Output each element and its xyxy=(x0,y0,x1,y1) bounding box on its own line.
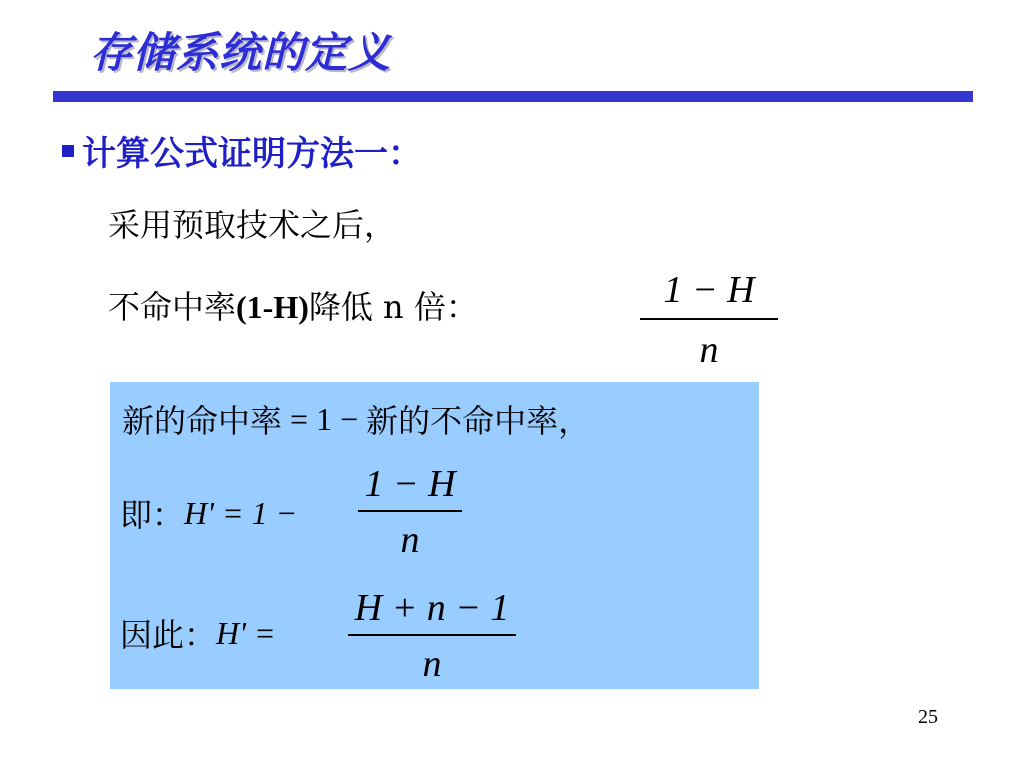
derivation-box xyxy=(110,382,759,689)
fraction-numerator: 1 − H xyxy=(364,463,456,505)
fraction-bar xyxy=(640,318,778,320)
bullet-heading xyxy=(62,126,422,175)
miss-rate-expression: (1-H) xyxy=(236,289,309,325)
miss-rate-reduction: 降低 n 倍： xyxy=(308,288,478,326)
fraction-denominator: n xyxy=(422,643,442,685)
new-hit-rate-label: 新的命中率 xyxy=(122,402,283,440)
fraction-bar xyxy=(358,510,462,512)
derivation-row-definition xyxy=(122,396,590,442)
body-line-prefetch: 采用预取技术之后， xyxy=(108,206,397,244)
title-underline xyxy=(53,91,973,102)
therefore-fraction xyxy=(348,586,516,686)
fraction-numerator: H + n − 1 xyxy=(354,587,510,629)
fraction-numerator: 1 − H xyxy=(663,269,755,311)
new-miss-rate-label: 新的不命中率， xyxy=(366,402,591,440)
miss-rate-label: 不命中率 xyxy=(108,288,237,326)
derivation-row-therefore xyxy=(120,610,284,656)
ie-fraction xyxy=(358,462,462,562)
square-bullet-icon xyxy=(62,145,74,157)
equation-operator: = 1 − xyxy=(282,400,367,437)
therefore-label: 因此： xyxy=(120,616,217,654)
page-number: 25 xyxy=(918,706,938,728)
ie-expression: H' = 1 − xyxy=(184,494,306,531)
slide-title: 存储系统的定义 xyxy=(90,28,392,77)
body-line-miss-rate xyxy=(108,282,478,328)
derivation-row-ie xyxy=(120,490,305,536)
fraction-denominator: n xyxy=(400,519,420,561)
ie-label: 即： xyxy=(120,496,185,534)
fraction-denominator: n xyxy=(699,329,719,371)
fraction-bar xyxy=(348,634,516,636)
miss-rate-fraction xyxy=(640,268,778,372)
therefore-expression: H' = xyxy=(216,614,284,651)
bullet-heading-text: 计算公式证明方法一： xyxy=(82,134,422,174)
